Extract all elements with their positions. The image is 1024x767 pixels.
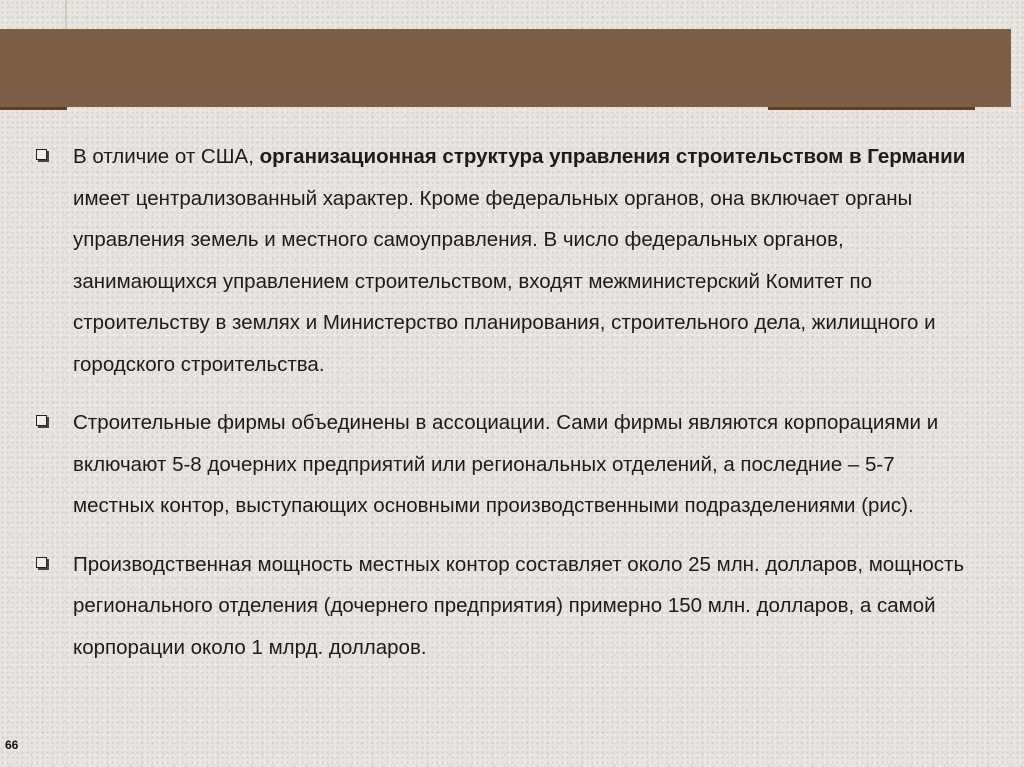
bullet-germany-structure <box>36 136 976 385</box>
bullet-text-rest: имеет централизованный характер. Кроме федеральных органов, она включает органы управления земель и местного самоуправления. В число федеральных органов, занимающихся управлением строительством, входят межминистерский Комитет по строительству в землях и Министерство планирования, строительного дела, жилищного и городского строительства. <box>73 186 936 376</box>
checkbox-bullet-icon <box>36 149 47 160</box>
checkbox-bullet-icon <box>36 415 47 426</box>
title-band <box>0 29 1011 107</box>
bullet-production-capacity <box>36 544 976 669</box>
bullet-text-bold: организационная структура управления строительством в Германии <box>259 145 966 168</box>
decorative-vertical-line <box>65 0 67 29</box>
slide-content <box>36 136 976 685</box>
bullet-text-lead: В отличие от США, <box>73 145 260 168</box>
accent-line-left <box>0 107 67 110</box>
page-number: 66 <box>5 738 19 752</box>
checkbox-bullet-icon <box>36 557 47 568</box>
bullet-text: Строительные фирмы объединены в ассоциации. Сами фирмы являются корпорациями и включают 5-8 дочерних предприятий или региональных отделений, а последние – 5-7 местных контор, выступающих основными производственными подразделениями (рис). <box>73 411 939 517</box>
bullet-text: Производственная мощность местных контор составляет около 25 млн. долларов, мощность регионального отделения (дочернего предприятия) примерно 150 млн. долларов, а самой корпорации около 1 млрд. долларов. <box>73 552 965 659</box>
bullet-construction-firms <box>36 402 976 527</box>
accent-line-right <box>768 107 975 110</box>
